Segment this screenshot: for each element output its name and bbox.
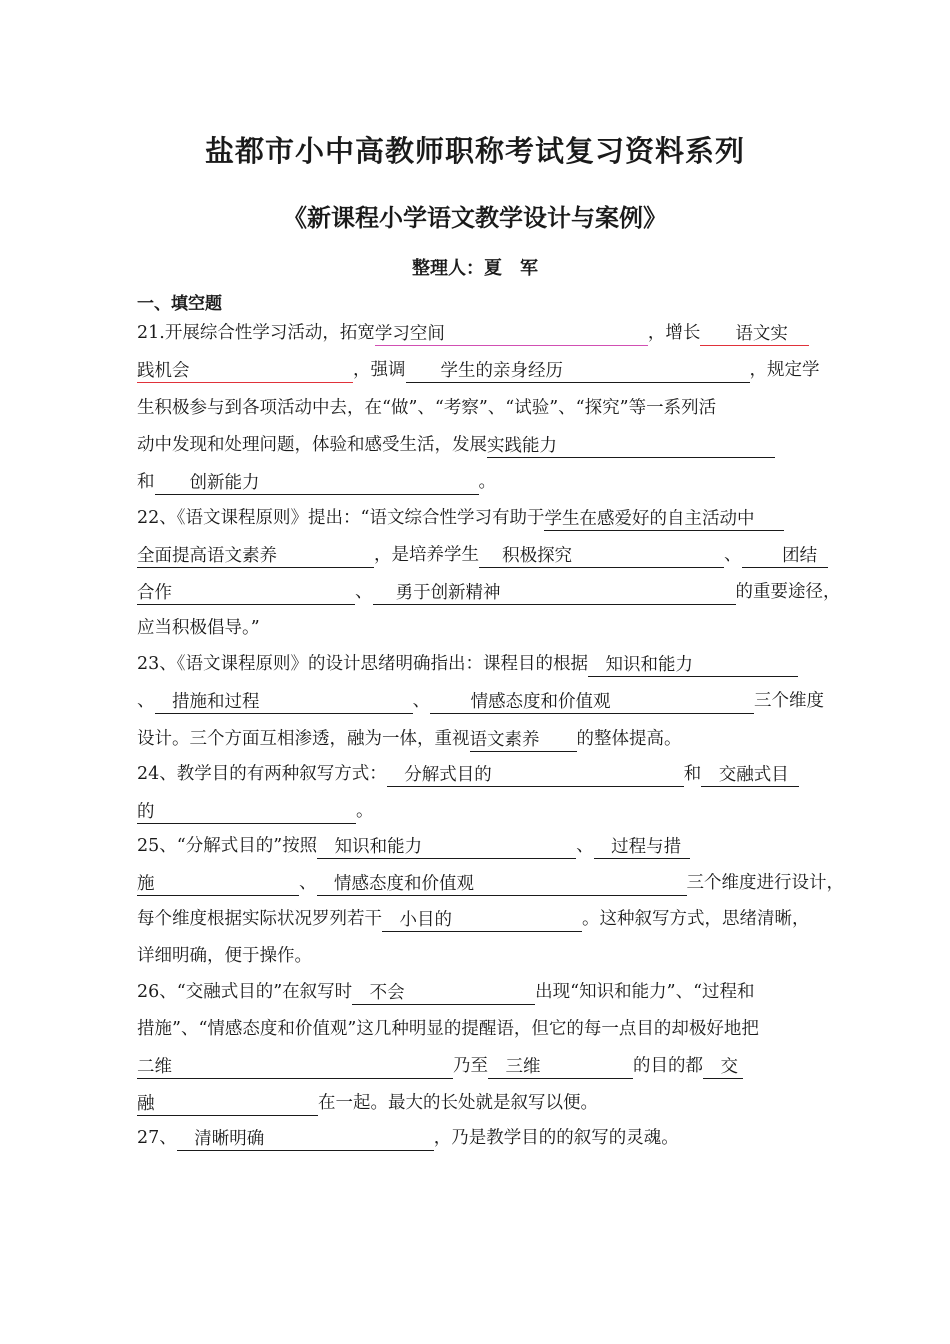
q25-answer-4: 小目的 — [382, 909, 582, 932]
q21-text: 和 — [137, 472, 155, 492]
q25-line-1 — [137, 833, 690, 859]
q23-answer-1: 知识和能力 — [588, 654, 798, 677]
q22-text: ，是培养学生 — [374, 545, 479, 565]
q21-answer-3: 学生的亲身经历 — [406, 360, 750, 383]
document-subtitle: 《新课程小学语文教学设计与案例》 — [283, 203, 667, 232]
q26-prefix: 26、“交融式目的”在叙写时 — [137, 982, 353, 1002]
q22-text: 、 — [355, 582, 373, 602]
q25-line-2 — [137, 870, 844, 896]
q23-text: 设计。三个方面互相渗透，融为一体，重视 — [137, 729, 470, 749]
q27-answer-1: 清晰明确 — [177, 1128, 434, 1151]
q27-prefix: 27、 — [137, 1128, 177, 1148]
q22-line-3 — [137, 579, 841, 605]
q22-answer-4: 勇于创新精神 — [373, 582, 736, 605]
q22-text: 的重要途径， — [735, 582, 841, 602]
q26-answer-1: 不会 — [352, 982, 535, 1005]
q21-text: ，规定学 — [749, 360, 820, 380]
q26-line-3 — [137, 1053, 743, 1079]
q26-answer-3: 三维 — [488, 1056, 633, 1079]
q23-text: 、 — [412, 691, 430, 711]
q26-answer-4b: 融 — [137, 1093, 318, 1116]
q26-line-2: 措施”、“情感态度和价值观”这几种明显的提醒语，但它的每一点目的却极好地把 — [137, 1019, 759, 1039]
q21-text: 。 — [478, 472, 496, 492]
q22-answer-3b: 合作 — [137, 582, 355, 605]
document-author: 整理人：夏 军 — [412, 258, 538, 279]
q22-line-4: 应当积极倡导。” — [137, 618, 260, 638]
q22-text: 、 — [724, 545, 742, 565]
q23-prefix: 23、《语文课程原则》的设计思绪明确指出：课程目的根据 — [137, 654, 589, 674]
q22-answer-1a: 学生在感爱好的自主活动中 — [544, 508, 784, 531]
q21-line-1 — [137, 320, 809, 346]
q22-line-1 — [137, 505, 784, 531]
q26-text: 出现“知识和能力”、“过程和 — [535, 982, 755, 1002]
q22-prefix: 22、《语文课程原则》提出：“语文综合性学习有助于 — [137, 508, 545, 528]
q24-text: 和 — [683, 764, 702, 784]
q23-line-1 — [137, 651, 798, 677]
q22-answer-2: 积极探究 — [479, 545, 724, 568]
q25-line-4: 详细明确，便于操作。 — [137, 946, 312, 966]
q23-line-2 — [137, 688, 824, 714]
q23-answer-2: 措施和过程 — [155, 691, 413, 714]
q24-line-1 — [137, 761, 799, 787]
q22-answer-1b: 全面提高语文素养 — [137, 545, 374, 568]
q25-text: 每个维度根据实际状况罗列若干 — [137, 909, 382, 929]
q25-line-3 — [137, 906, 810, 932]
q26-text: 的目的都 — [633, 1056, 703, 1076]
q26-text: 在一起。最大的长处就是叙写以便。 — [318, 1093, 598, 1113]
q26-line-4 — [137, 1090, 598, 1116]
q22-answer-3a: 团结 — [742, 545, 828, 568]
q21-answer-2a: 语文实 — [700, 323, 809, 346]
q22-line-2 — [137, 542, 828, 568]
q23-text: 的整体提高。 — [576, 729, 682, 749]
q27-line-1 — [137, 1125, 679, 1151]
q23-text: 、 — [137, 691, 155, 711]
q25-answer-3: 情感态度和价值观 — [317, 873, 687, 896]
q21-answer-4: 实践能力 — [487, 435, 775, 458]
q25-text: 。这种叙写方式，思绪清晰， — [582, 909, 810, 929]
q23-answer-3: 情感态度和价值观 — [430, 691, 754, 714]
q25-answer-1: 知识和能力 — [317, 836, 576, 859]
q25-text: 三个维度进行设计， — [686, 873, 844, 893]
q21-text: ，增长 — [647, 323, 701, 343]
q24-answer-1: 分解式目的 — [387, 764, 684, 787]
q25-prefix: 25、“分解式目的”按照 — [137, 836, 318, 856]
q27-text: ，乃是教学目的的叙写的灵魂。 — [433, 1128, 679, 1148]
q25-answer-2b: 施 — [137, 873, 299, 896]
q24-line-2 — [137, 798, 374, 824]
q21-line-3: 生积极参与到各项活动中去，在“做”、“考察”、“试验”、“探究”等一系列活 — [137, 398, 717, 418]
q25-text: 、 — [299, 873, 317, 893]
q26-line-1 — [137, 979, 755, 1005]
q21-line-5 — [137, 469, 496, 495]
q24-text: 。 — [356, 801, 374, 821]
q23-line-3 — [137, 726, 682, 752]
q26-answer-4a: 交 — [703, 1056, 743, 1079]
q21-text: 动中发现和处理问题，体验和感受生活，发展 — [137, 435, 487, 455]
q24-answer-2a: 交融式目 — [701, 764, 799, 787]
section-heading: 一、填空题 — [137, 294, 222, 314]
q24-prefix: 24、教学目的有两种叙写方式： — [137, 764, 387, 784]
q21-answer-2b: 践机会 — [137, 360, 353, 383]
q21-line-2 — [137, 357, 820, 383]
q21-answer-1: 学习空间 — [375, 323, 648, 346]
q25-text: 、 — [576, 836, 594, 856]
q24-answer-2b: 的 — [137, 801, 356, 824]
q21-text: ，强调 — [353, 360, 406, 380]
q21-line-4 — [137, 432, 775, 458]
q26-answer-2: 二维 — [137, 1056, 453, 1079]
q23-text: 三个维度 — [754, 691, 824, 711]
q26-text: 乃至 — [453, 1056, 488, 1076]
q21-prefix: 21.开展综合性学习活动，拓宽 — [137, 323, 375, 343]
document-title: 盐都市小中高教师职称考试复习资料系列 — [204, 134, 745, 168]
q25-answer-2a: 过程与措 — [594, 836, 690, 859]
q23-answer-4: 语文素养 — [470, 729, 577, 752]
q21-answer-5: 创新能力 — [155, 472, 479, 495]
